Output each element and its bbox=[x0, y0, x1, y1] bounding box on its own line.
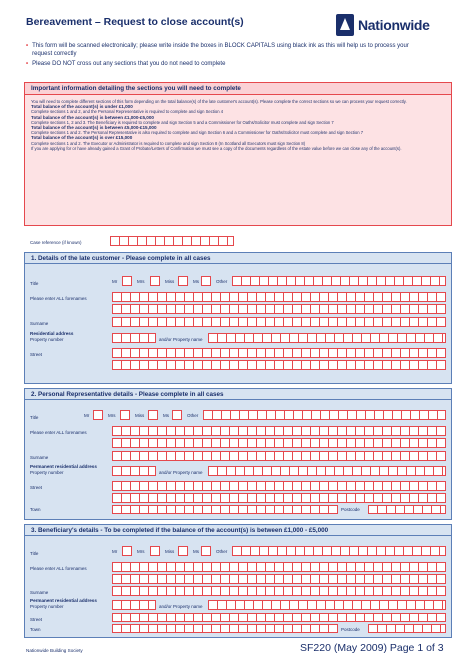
section-1-heading: 1. Details of the late customer - Please complete in all cases bbox=[25, 253, 451, 264]
s3-property-name-label: and/or Property name bbox=[159, 604, 203, 609]
s2-ms-label: Ms bbox=[163, 413, 169, 418]
s1-street-input-2[interactable] bbox=[112, 360, 446, 370]
s2-mrs-label: Mrs bbox=[108, 413, 116, 418]
s1-forenames-label: Please enter ALL forenames bbox=[30, 296, 87, 301]
s2-postcode-input[interactable] bbox=[368, 505, 446, 514]
s1-property-number-label: Property number bbox=[30, 337, 64, 342]
s3-other-label: Other bbox=[216, 549, 228, 554]
s1-mrs-checkbox[interactable] bbox=[150, 276, 160, 286]
s3-postcode-input[interactable] bbox=[368, 624, 446, 633]
s2-other-title-input[interactable] bbox=[203, 410, 446, 420]
info-text-1: Complete sections 1 and 2, and the Personal Representative is required to complete and sign Section 4 bbox=[31, 109, 224, 115]
s3-miss-label: Miss bbox=[165, 549, 175, 554]
s3-postcode-label: Postcode bbox=[341, 627, 360, 632]
s2-forenames-input-2[interactable] bbox=[112, 438, 446, 448]
s1-ms-checkbox[interactable] bbox=[201, 276, 211, 286]
s3-mrs-checkbox[interactable] bbox=[150, 546, 160, 556]
nationwide-logo bbox=[336, 12, 448, 38]
s2-property-name-input[interactable] bbox=[208, 466, 446, 476]
s2-address-label: Permanent residential address bbox=[30, 464, 97, 469]
s1-forenames-input[interactable] bbox=[112, 292, 446, 302]
s1-surname-input[interactable] bbox=[112, 317, 446, 327]
s2-surname-input[interactable] bbox=[112, 451, 446, 461]
s2-surname-label: Surname bbox=[30, 455, 49, 460]
s3-ms-label: Ms bbox=[193, 549, 199, 554]
s3-forenames-input-2[interactable] bbox=[112, 574, 446, 584]
s1-mr-checkbox[interactable] bbox=[122, 276, 132, 286]
info-bold-1: Total balance of the account(s) is under £1,000 bbox=[31, 104, 133, 110]
s1-miss-label: Miss bbox=[165, 279, 175, 284]
s3-other-title-input[interactable] bbox=[232, 546, 446, 556]
section-2-heading: 2. Personal Representative details - Please complete in all cases bbox=[25, 389, 451, 400]
s1-other-label: Other bbox=[216, 279, 228, 284]
s3-town-label: Town bbox=[30, 627, 41, 632]
s3-mrs-label: Mrs bbox=[137, 549, 145, 554]
bullet-icon: • bbox=[26, 61, 29, 67]
footer-form-reference: SF220 (May 2009) Page 1 of 3 bbox=[300, 642, 444, 654]
s1-miss-checkbox[interactable] bbox=[178, 276, 188, 286]
s1-mr-label: Mr bbox=[112, 279, 118, 284]
s1-street-label: Street bbox=[30, 352, 43, 357]
nationwide-logo-icon bbox=[336, 14, 354, 36]
s2-town-input[interactable] bbox=[112, 505, 338, 514]
s1-other-title-input[interactable] bbox=[232, 276, 446, 286]
s2-property-number-label: Property number bbox=[30, 470, 64, 475]
s2-mrs-checkbox[interactable] bbox=[120, 410, 130, 420]
s2-property-name-label: and/or Property name bbox=[159, 470, 203, 475]
s1-property-name-label: and/or Property name bbox=[159, 337, 203, 342]
info-note: If you are applying for or have already gained a Grant of Probate/Letters of Confirmation we must see a copy of the documents regardless of the estate value before we can close any of the account(s). bbox=[31, 145, 402, 151]
s2-forenames-input[interactable] bbox=[112, 426, 446, 436]
s3-forenames-input[interactable] bbox=[112, 562, 446, 572]
section-3-heading: 3. Beneficiary's details - To be completed if the balance of the account(s) is between £1,000 - £5,000 bbox=[25, 525, 451, 536]
instruction-1: This form will be scanned electronically; please write inside the boxes in BLOCK CAPITALS using black ink as this will help us to process your request correctly bbox=[32, 43, 409, 57]
s1-street-input[interactable] bbox=[112, 348, 446, 358]
s1-property-name-input[interactable] bbox=[208, 333, 446, 343]
form-title: Bereavement – Request to close account(s) bbox=[26, 16, 244, 28]
s2-title-label: Title bbox=[30, 415, 39, 420]
info-bold-2: Total balance of the account(s) is between £1,000-£5,000 bbox=[31, 114, 154, 120]
important-info-box bbox=[24, 82, 452, 226]
s3-title-label: Title bbox=[30, 551, 39, 556]
bullet-icon: • bbox=[26, 43, 29, 49]
instruction-2: Please DO NOT cross out any sections that you do not need to complete bbox=[32, 61, 226, 67]
s3-property-number-label: Property number bbox=[30, 604, 64, 609]
info-text-3: Complete sections 1 and 2. The Personal Representative is also required to complete and sign Section 6 and a Commissioner for Oaths/Solicitor must complete and sign Section 7 bbox=[31, 130, 364, 136]
s3-mr-label: Mr bbox=[112, 549, 118, 554]
s1-address-label: Residential address bbox=[30, 331, 74, 336]
s2-postcode-label: Postcode bbox=[341, 507, 360, 512]
case-reference-label: Case reference (if known) bbox=[30, 240, 82, 245]
s3-street-input[interactable] bbox=[112, 613, 446, 622]
info-bold-4: Total balance of the account(s) is over £15,000 bbox=[31, 135, 133, 141]
s2-other-label: Other bbox=[187, 413, 199, 418]
s1-forenames-input-2[interactable] bbox=[112, 304, 446, 314]
s3-street-label: Street bbox=[30, 617, 43, 622]
footer-society-name: Nationwide Building Society bbox=[26, 648, 83, 653]
s1-property-number-input[interactable] bbox=[112, 333, 156, 343]
s3-ms-checkbox[interactable] bbox=[201, 546, 211, 556]
instructions bbox=[26, 42, 426, 70]
s2-street-label: Street bbox=[30, 485, 43, 490]
s2-miss-label: Miss bbox=[135, 413, 145, 418]
s2-mr-checkbox[interactable] bbox=[93, 410, 103, 420]
s1-mrs-label: Mrs bbox=[137, 279, 145, 284]
s3-town-input[interactable] bbox=[112, 624, 338, 633]
s3-forenames-label: Please enter ALL forenames bbox=[30, 566, 87, 571]
s2-mr-label: Mr bbox=[84, 413, 90, 418]
s2-miss-checkbox[interactable] bbox=[148, 410, 158, 420]
s1-title-label: Title bbox=[30, 281, 39, 286]
s3-mr-checkbox[interactable] bbox=[122, 546, 132, 556]
brand-name: Nationwide bbox=[358, 17, 430, 33]
info-text-4: Complete sections 1 and 2. The Executor or Administrator is required to complete and sign Section 8 (In Scotland all Executors must sign Section 8) bbox=[31, 140, 306, 146]
s2-ms-checkbox[interactable] bbox=[172, 410, 182, 420]
s1-ms-label: Ms bbox=[193, 279, 199, 284]
s3-property-number-input[interactable] bbox=[112, 600, 156, 610]
s3-miss-checkbox[interactable] bbox=[178, 546, 188, 556]
info-bold-3: Total balance of the account(s) is between £5,000-£15,000 bbox=[31, 125, 157, 131]
s1-surname-label: Surname bbox=[30, 321, 49, 326]
s3-property-name-input[interactable] bbox=[208, 600, 446, 610]
s2-town-label: Town bbox=[30, 507, 41, 512]
s3-surname-input[interactable] bbox=[112, 586, 446, 596]
s2-street-input[interactable] bbox=[112, 481, 446, 491]
case-reference-input[interactable] bbox=[110, 236, 234, 246]
s2-street-input-2[interactable] bbox=[112, 493, 446, 503]
s2-property-number-input[interactable] bbox=[112, 466, 156, 476]
s3-surname-label: Surname bbox=[30, 590, 49, 595]
s3-address-label: Permanent residential address bbox=[30, 598, 97, 603]
s2-forenames-label: Please enter ALL forenames bbox=[30, 430, 87, 435]
info-text-2: Complete sections 1, 2 and 3. The Beneficiary is required to complete and sign Section 5 and a Commissioner for Oaths/Solicitor must complete and sign Section 7 bbox=[31, 119, 334, 125]
important-info-heading: Important information detailing the sections you will need to complete bbox=[25, 83, 451, 95]
info-intro: You will need to complete different sections of this form depending on the total balance(s) of the late customer's account(s). Please complete the correct sections so we can process your request correctly. bbox=[31, 99, 407, 104]
